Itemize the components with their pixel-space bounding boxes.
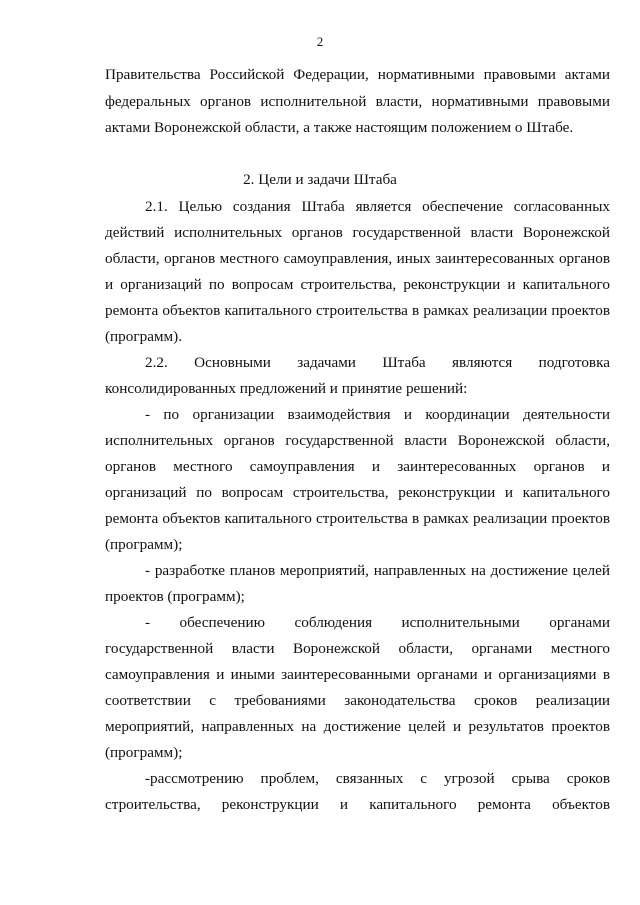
text-line: области, органов местного самоуправления, иных заинтересованных органов <box>105 250 610 267</box>
text-line: органов местного самоуправления и заинтересованных органов и <box>105 458 610 475</box>
text-line: (программ); <box>105 536 183 553</box>
text-line: соответствии с требованиями законодательства сроков реализации <box>105 692 610 709</box>
page-number: 2 <box>316 34 324 49</box>
text-line: федеральных органов исполнительной власти, нормативными правовыми <box>105 93 610 110</box>
text-line: ремонта объектов капитального строительства в рамках реализации проектов <box>105 510 610 527</box>
text-line: проектов (программ); <box>105 588 245 605</box>
text-line: актами Воронежской области, а также настоящим положением о Штабе. <box>105 119 574 136</box>
text-line: организаций по вопросам строительства, реконструкции и капитального <box>105 484 610 501</box>
text-line: мероприятий, направленных на достижение целей и результатов проектов <box>105 718 610 735</box>
text-line: строительства, реконструкции и капитального ремонта объектов <box>105 796 610 813</box>
section-heading: 2. Цели и задачи Штаба <box>243 171 397 188</box>
text-line: Правительства Российской Федерации, нормативными правовыми актами <box>105 66 610 83</box>
text-line: - по организации взаимодействия и координации деятельности <box>145 406 610 423</box>
text-line: (программ); <box>105 744 183 761</box>
text-line: и организаций по вопросам строительства, реконструкции и капитального <box>105 276 610 293</box>
text-line: - разработке планов мероприятий, направленных на достижение целей <box>145 562 610 579</box>
text-line: действий исполнительных органов государственной власти Воронежской <box>105 224 610 241</box>
text-line: 2.1. Целью создания Штаба является обеспечение согласованных <box>145 198 610 215</box>
text-line: -рассмотрению проблем, связанных с угрозой срыва сроков <box>145 770 610 787</box>
text-line: (программ). <box>105 328 183 345</box>
text-line: самоуправления и иными заинтересованными органами и организациями в <box>105 666 610 683</box>
text-line: исполнительных органов государственной власти Воронежской области, <box>105 432 610 449</box>
text-line: - обеспечению соблюдения исполнительными органами <box>145 614 610 631</box>
text-line: государственной власти Воронежской области, органами местного <box>105 640 610 657</box>
text-line: консолидированных предложений и принятие решений: <box>105 380 468 397</box>
text-line: 2.2. Основными задачами Штаба являются подготовка <box>145 354 610 371</box>
text-line: ремонта объектов капитального строительства в рамках реализации проектов <box>105 302 610 319</box>
